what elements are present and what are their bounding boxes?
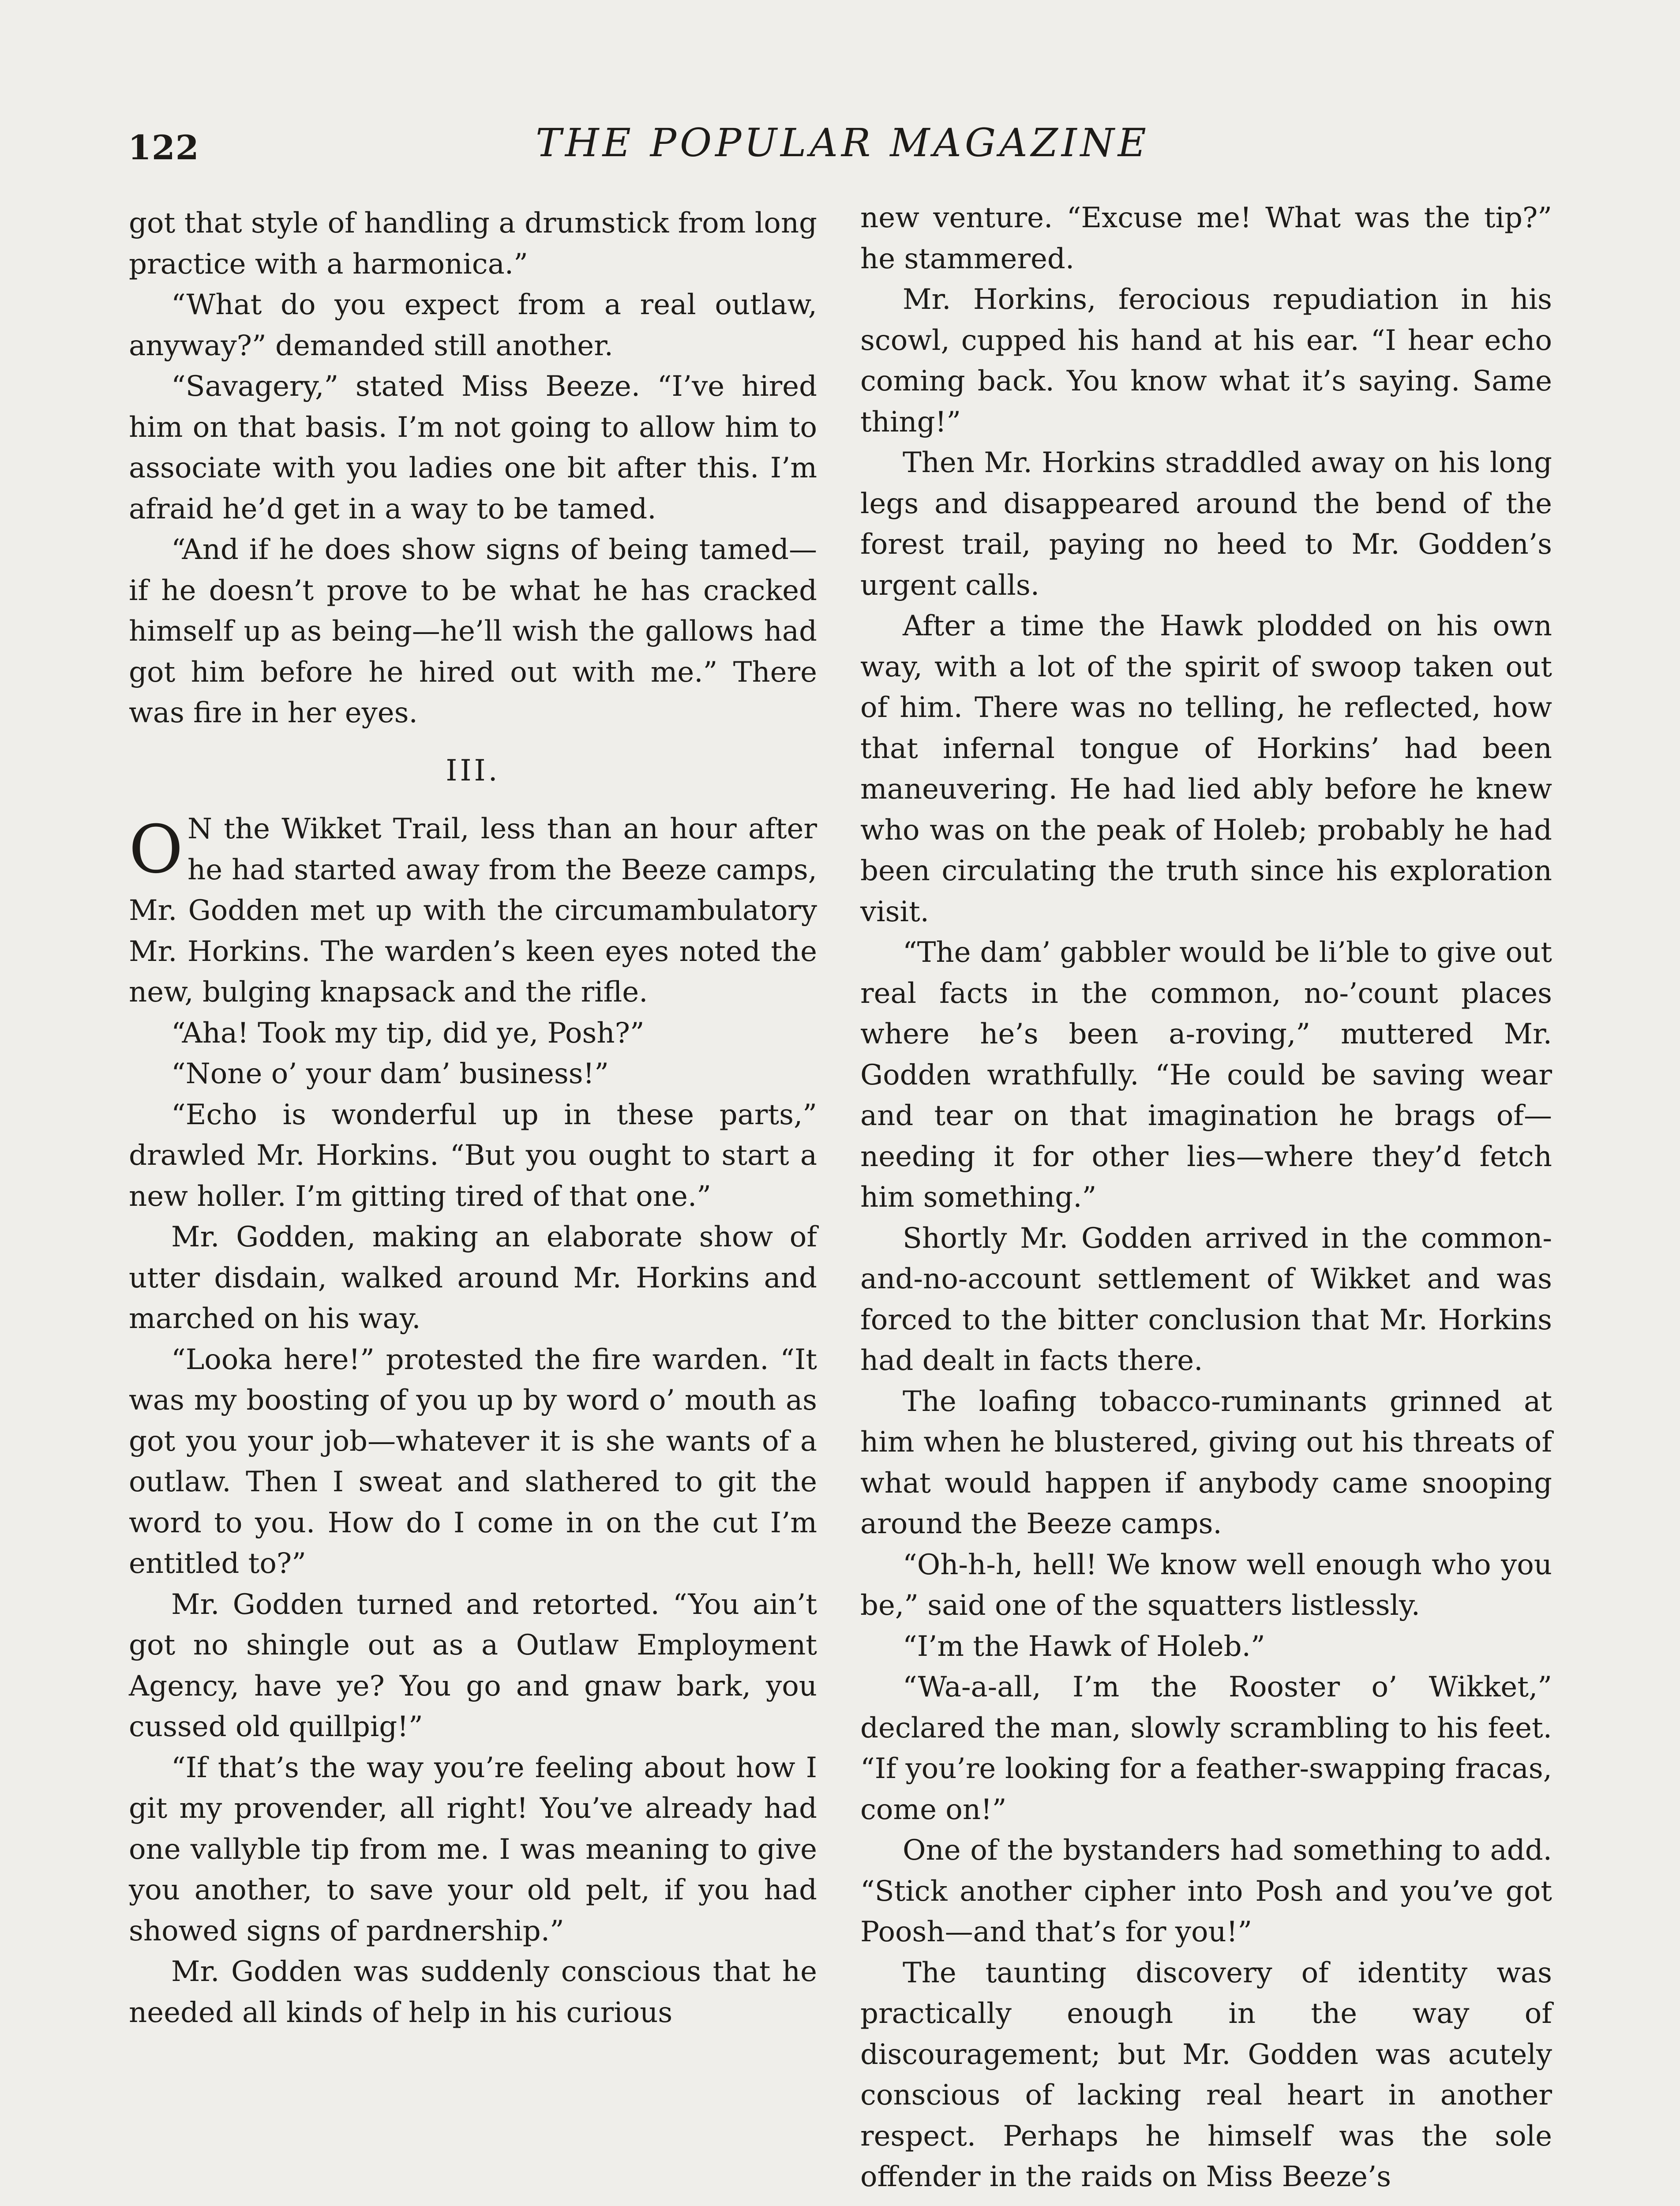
paragraph: One of the bystanders had something to add. “Stick another cipher into Posh and you’ve got Poosh—and that’s for you!” [860,1834,1552,1948]
paragraph: “Savagery,” stated Miss Beeze. “I’ve hired him on that basis. I’m not going to allow him to associate with you ladies one bit after this. I’m afraid he’d get in a way to be tamed. [129,370,817,525]
paragraph: “None o’ your dam’ business!” [171,1058,609,1090]
paragraph: “I’m the Hawk of Holeb.” [903,1630,1265,1663]
opening-paragraph-text: N the Wikket Trail, less than an hour after he had started away from the Beeze camps, Mr. Godden met up with the circumambulatory Mr. Horkins. The warden’s keen eyes noted the new, bulging knapsack and the rifle. [129,813,817,1009]
paragraph: Shortly Mr. Godden arrived in the common-and-no-account settlement of Wikket and was forced to the bitter conclusion that Mr. Horkins had dealt in facts there. [860,1222,1552,1377]
paragraph: “Looka here!” protested the fire warden. “It was my boosting of you up by word o’ mouth as got you your job—whatever it is she wants of a outlaw. Then I sweat and slathered to git the word to you. How do I come in on the cut I’m entitled to?” [129,1343,817,1580]
paragraph: new venture. “Excuse me! What was the tip?” he stammered. [860,202,1552,275]
right-column [860,198,1552,2198]
paragraph: “Aha! Took my tip, did ye, Posh?” [171,1017,645,1050]
paragraph: got that style of handling a drumstick from long practice with a harmonica.” [129,207,817,281]
paragraph: “And if he does show signs of being tamed—if he doesn’t prove to be what he has cracked himself up as being—he’ll wish the gallows had got him before he hired out with me.” There was fire in her eyes. [129,533,817,729]
opening-paragraph [129,809,817,1013]
left-column [129,203,817,2033]
paragraph: Mr. Godden was suddenly conscious that he needed all kinds of help in his curious [129,1955,817,2029]
paragraph: Mr. Godden, making an elaborate show of utter disdain, walked around Mr. Horkins and marched on his way. [129,1221,817,1335]
paragraph: After a time the Hawk plodded on his own way, with a lot of the spirit of swoop taken out of him. There was no telling, he reflected, how that infernal tongue of Horkins’ had been maneuvering. He had lied ably before he knew who was on the peak of Holeb; probably he had been circulating the truth since his exploration visit. [860,610,1552,928]
paragraph: “If that’s the way you’re feeling about how I git my provender, all right! You’ve already had one vallyble tip from me. I was meaning to give you another, to save your old pelt, if you had showed signs of pardnership.” [129,1751,817,1947]
paragraph: “What do you expect from a real outlaw, anyway?” demanded still another. [129,289,817,362]
paragraph: “Wa-a-all, I’m the Rooster o’ Wikket,” declared the man, slowly scrambling to his feet. “If you’re looking for a feather-swapping fracas, come on!” [860,1671,1552,1826]
page-number: 122 [128,128,199,167]
paragraph: “Oh-h-h, hell! We know well enough who you be,” said one of the squatters listlessly. [860,1548,1552,1622]
paragraph: Mr. Horkins, ferocious repudiation in his scowl, cupped his hand at his ear. “I hear echo coming back. You know what it’s saying. Same thing!” [860,283,1552,439]
section-heading: III. [446,753,500,788]
paragraph: Then Mr. Horkins straddled away on his long legs and disappeared around the bend of the forest trail, paying no heed to Mr. Godden’s urgent calls. [860,446,1552,602]
paragraph: The loafing tobacco-ruminants grinned at him when he blustered, giving out his threats of what would happen if anybody came snooping around the Beeze camps. [860,1385,1552,1540]
paragraph: “The dam’ gabbler would be li’ble to give out real facts in the common, no-’count places where he’s been a-roving,” muttered Mr. Godden wrathfully. “He could be saving wear and tear on that imagination he brags of—needing it for other lies—where they’d fetch him something.” [860,936,1552,1214]
paragraph: Mr. Godden turned and retorted. “You ain’t got no shingle out as a Outlaw Employment Agency, have ye? You go and gnaw bark, you cussed old quillpig!” [129,1588,817,1743]
drop-cap: O [129,811,183,888]
running-title: THE POPULAR MAGAZINE [536,120,1150,165]
paragraph: “Echo is wonderful up in these parts,” drawled Mr. Horkins. “But you ought to start a new holler. I’m gitting tired of that one.” [129,1098,817,1213]
paragraph: The taunting discovery of identity was practically enough in the way of discouragement; but Mr. Godden was acutely conscious of lacking real heart in another respect. Perhaps he himself was the sole offender in the raids on Miss Beeze’s [860,1956,1552,2193]
